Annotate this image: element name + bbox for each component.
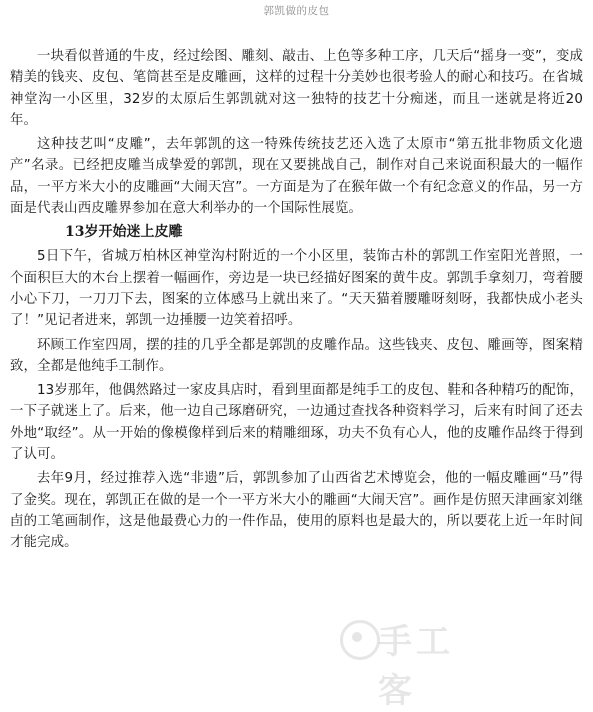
watermark-brand: 手工客 xyxy=(378,622,454,711)
intro-paragraph-2: 这种技艺叫“皮雕”，去年郭凯的这一特殊传统技艺还入选了太原市“第五批非物质文化遗产”名录。已经把皮雕当成挚爱的郭凯，现在又要挑战自己，制作对自己来说面积最大的一幅作品，一平方米大小的皮雕画“大闹天宫”。一方面是为了在猴年做一个有纪念意义的作品，另一方面是代表山西皮雕界参加在意大利举办的一个国际性展览。 xyxy=(10,137,583,217)
section-paragraph-3: 13岁那年，他偶然路过一家皮具店时，看到里面都是纯手工的皮包、鞋和各种精巧的配饰，一下子就迷上了。后来，他一边自己琢磨研究，一边通过查找各种资料学习，后来有时间了还去外地“取经”。从一开始的像模像样到后来的精雕细琢，功夫不负有心人，他的皮雕作品终于得到了认可。 xyxy=(10,383,583,463)
handcraft-logo-icon xyxy=(340,620,380,660)
section-paragraph-2: 环顾工作室四周，摆的挂的几乎全都是郭凯的皮雕作品。这些钱夹、皮包、雕画等，图案精致，全都是他纯手工制作。 xyxy=(10,337,583,374)
article-body xyxy=(10,46,583,557)
section-paragraph-1: 5日下午，省城万柏林区神堂沟村附近的一个小区里，装饰古朴的郭凯工作室阳光普照，一个面积巨大的木台上摆着一幅画作，旁边是一块已经描好图案的黄牛皮。郭凯手拿刻刀，弯着腰小心下刀，一刀刀下去，图案的立体感马上就出来了。“天天猫着腰雕呀刻呀，我都快成小老头了！”见记者进来，郭凯一边捶腰一边笑着招呼。 xyxy=(10,249,583,329)
section-paragraph-4: 去年9月，经过推荐入选“非遗”后，郭凯参加了山西省艺术博览会，他的一幅皮雕画“马”得了金奖。现在，郭凯正在做的是一个一平方米大小的雕画“大闹天宫”。画作是仿照天津画家刘继卣的工笔画制作，这是他最费心力的一件作品，使用的原料也是最大的，所以要花上近一年时间才能完成。 xyxy=(10,471,583,551)
watermark xyxy=(340,612,490,711)
section-heading: 13岁开始迷上皮雕 xyxy=(65,224,183,241)
page-title: 郭凯做的皮包 xyxy=(263,5,330,17)
intro-paragraph-1: 一块看似普通的牛皮，经过绘图、雕刻、敲击、上色等多种工序，几天后“摇身一变”，变成精美的钱夹、皮包、笔筒甚至是皮雕画，这样的过程十分美妙也很考验人的耐心和技巧。在省城神堂沟一小区里，32岁的太原后生郭凯就对这一独特的技艺十分痴迷，而且一迷就是将近20年。 xyxy=(10,49,583,128)
